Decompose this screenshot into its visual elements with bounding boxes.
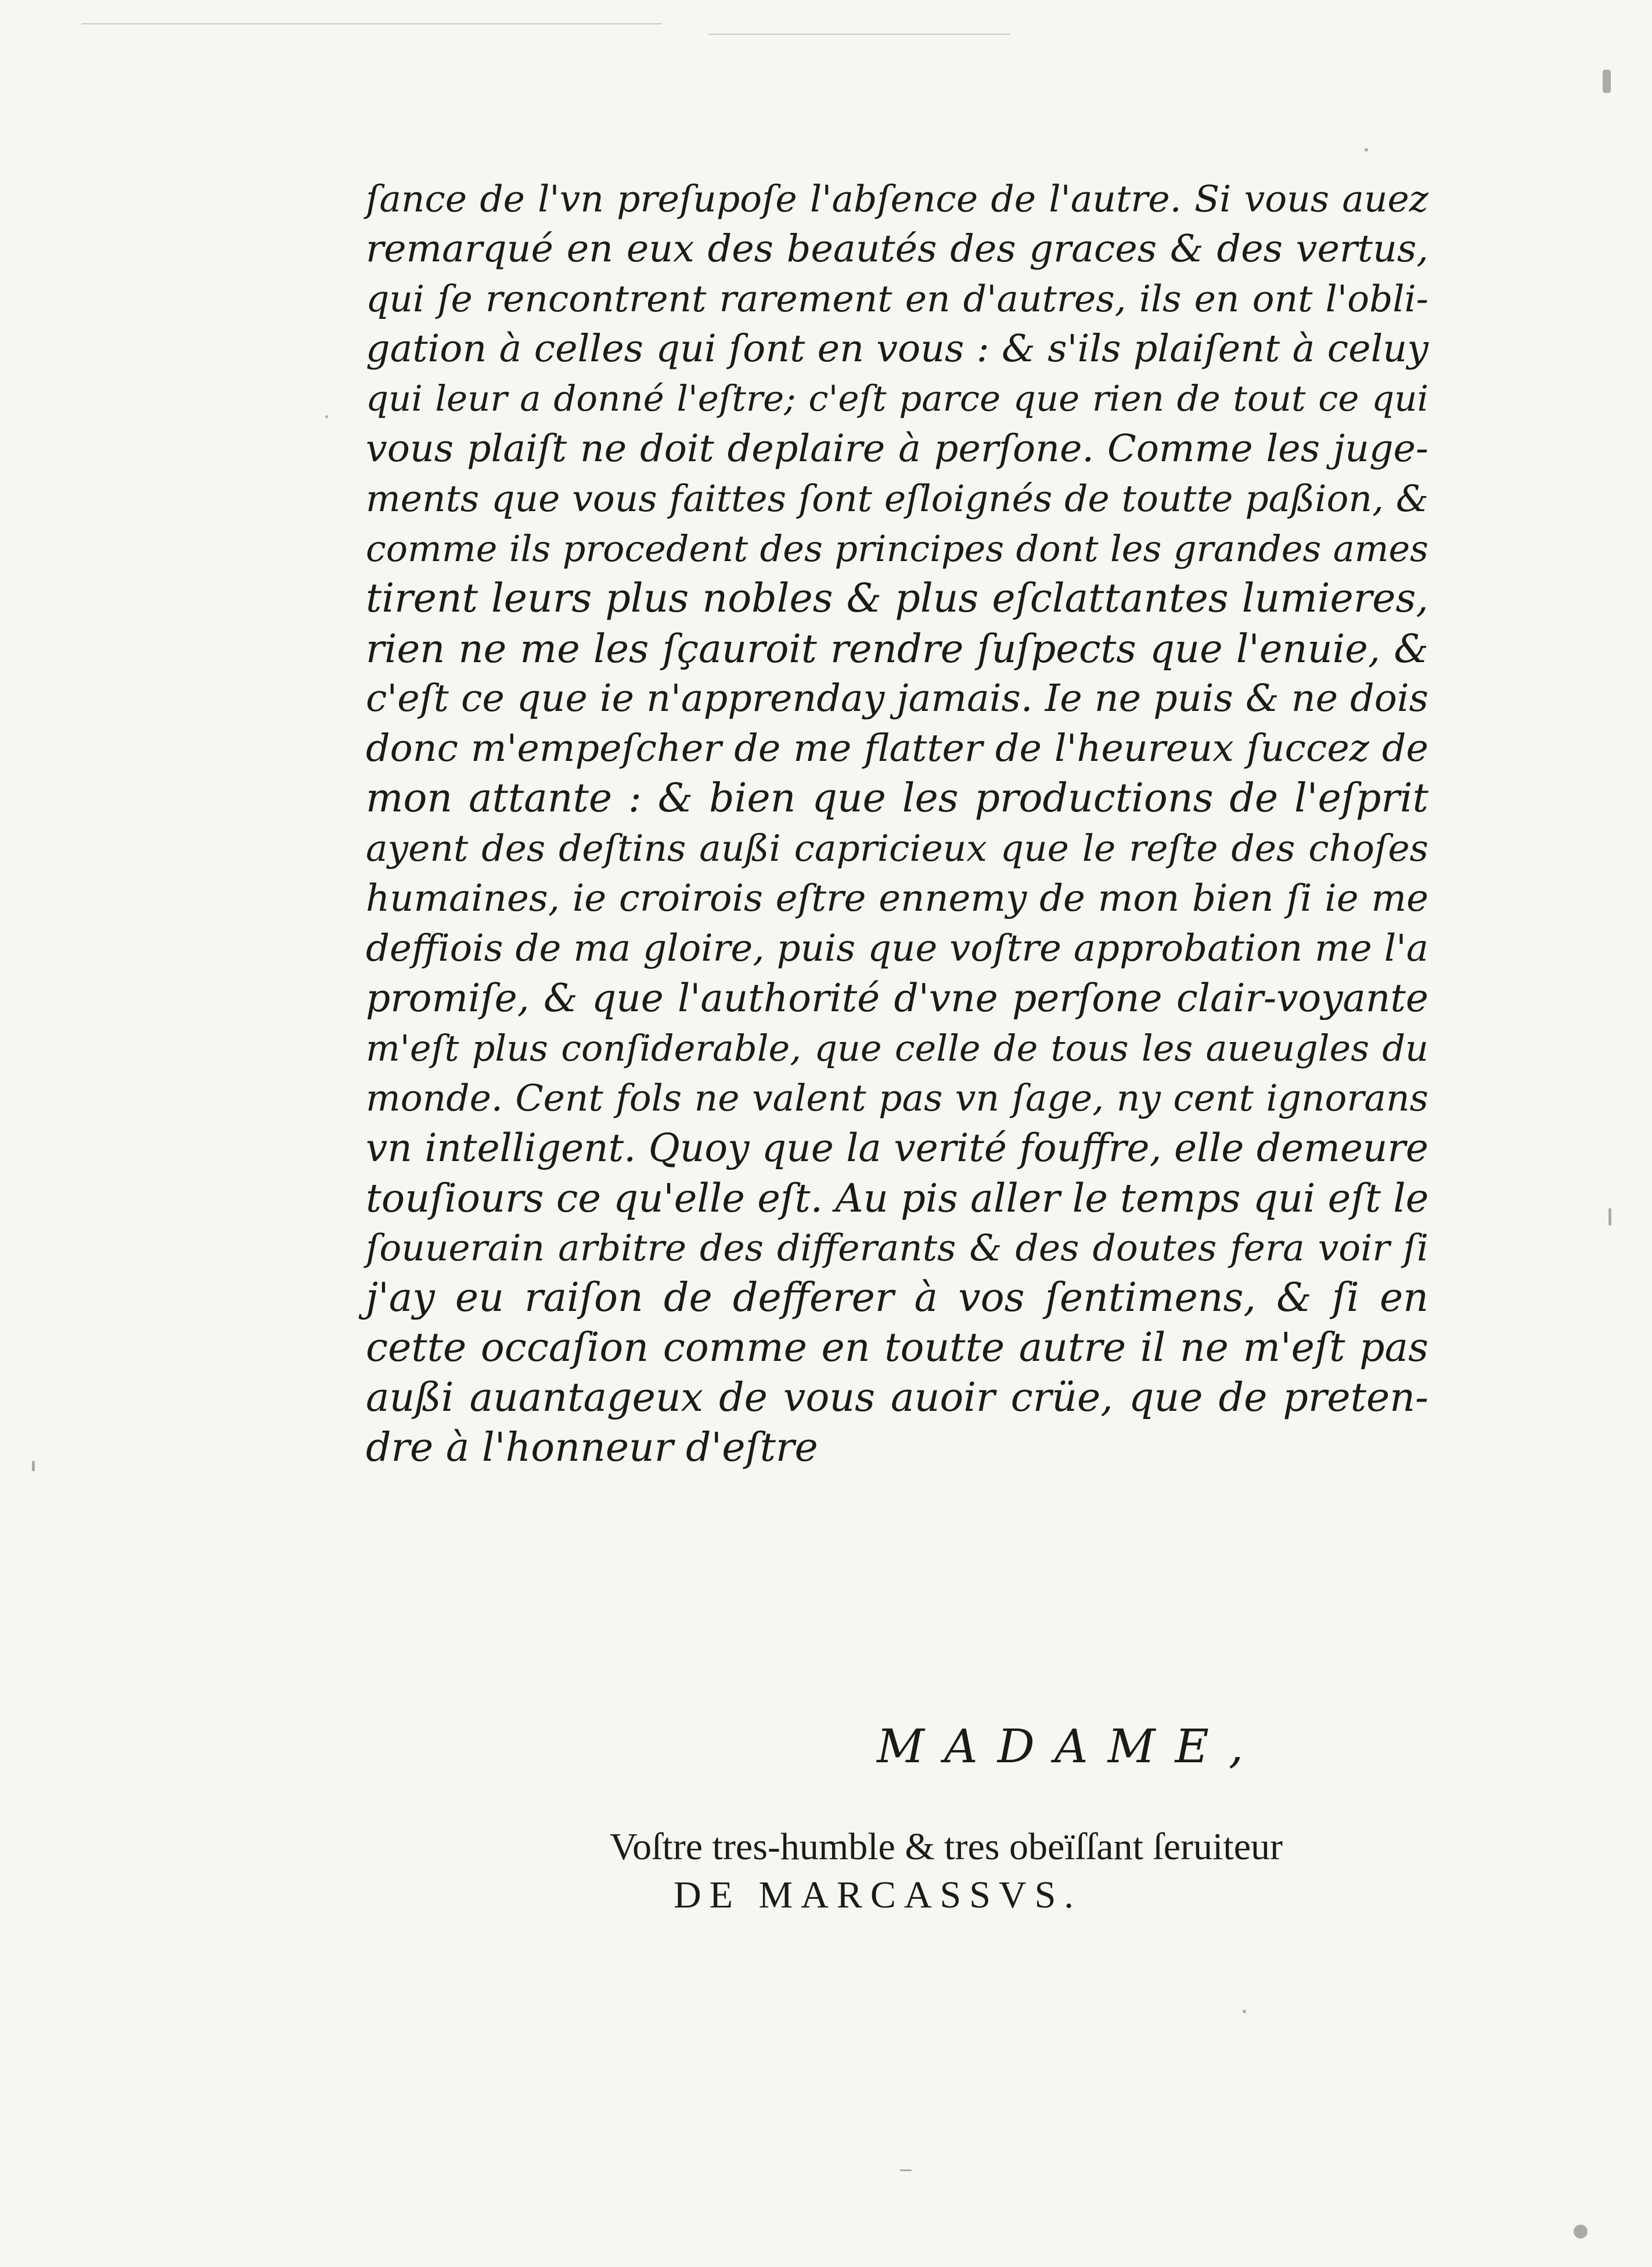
text-line: humaines, ie croirois eſtre ennemy de mon bien ſi ie me xyxy=(366,877,1428,920)
scan-artifact-top xyxy=(81,23,662,24)
text-line: deffiois de ma gloire, puis que voſtre approbation me l'a xyxy=(366,927,1428,970)
text-line: promiſe, & que l'authorité d'vne perſone clair-voyante xyxy=(366,976,1428,1021)
text-line: remarqué en eux des beautés des graces & des vertus, xyxy=(366,227,1428,271)
signature-name: DE MARCASSVS. xyxy=(674,1874,1082,1916)
scan-artifact-top-2 xyxy=(708,34,1010,35)
text-line: monde. Cent fols ne valent pas vn ſage, ny cent ignorans xyxy=(366,1077,1428,1119)
text-line: vous plaiſt ne doit deplaire à perſone. Comme les juge- xyxy=(366,427,1428,470)
text-line: ments que vous faittes ſont eſloignés de toutte paßion, & xyxy=(366,477,1428,520)
scan-speck xyxy=(1574,2225,1588,2239)
scan-speck xyxy=(1365,148,1368,152)
scan-speck xyxy=(32,1461,35,1471)
text-line: m'eſt plus conſiderable, que celle de tous les aueugles du xyxy=(366,1027,1428,1069)
scan-speck xyxy=(1243,2010,1246,2013)
text-line: j'ay eu raiſon de defferer à vos ſentimens, & ſi en xyxy=(366,1275,1428,1321)
text-line: gation à celles qui ſont en vous : & s'ils plaiſent à celuy xyxy=(366,327,1428,371)
scan-speck xyxy=(900,2169,912,2171)
scan-speck xyxy=(325,415,328,418)
text-line: c'eſt ce que ie n'apprenday jamais. Ie ne puis & ne dois xyxy=(366,677,1428,720)
closing-formula: Voſtre tres-humble & tres obeïſſant ſeruiteur xyxy=(610,1826,1283,1868)
text-line: rien ne me les ſçauroit rendre ſuſpects que l'enuie, & xyxy=(366,626,1428,671)
text-line: cette occaſion comme en toutte autre il ne m'eſt pas xyxy=(366,1325,1428,1371)
text-line: ſance de l'vn preſupoſe l'abſence de l'autre. Si vous auez xyxy=(366,178,1428,220)
text-line: mon attante : & bien que les productions de l'eſprit xyxy=(366,775,1428,821)
letter-body xyxy=(366,174,1428,1473)
text-line: touſiours ce qu'elle eſt. Au pis aller le temps qui eſt le xyxy=(366,1176,1429,1221)
scan-speck xyxy=(1608,1208,1611,1226)
text-line: comme ils procedent des principes dont les grandes ames xyxy=(366,527,1428,570)
text-line: tirent leurs plus nobles & plus eſclattantes lumieres, xyxy=(366,576,1428,621)
text-line: qui leur a donné l'eſtre; c'eſt parce que rien de tout ce qui xyxy=(366,378,1428,419)
text-line: qui ſe rencontrent rarement en d'autres, ils en ont l'obli- xyxy=(366,278,1428,320)
text-line: donc m'empeſcher de me flatter de l'heureux ſuccez de xyxy=(366,727,1428,770)
salutation: MADAME, xyxy=(877,1719,1264,1773)
text-line: vn intelligent. Quoy que la verité fouffre, elle demeure xyxy=(366,1126,1428,1170)
text-line-last: dre à l'honneur d'eſtre xyxy=(366,1425,818,1471)
text-line: außi auantageux de vous auoir crüe, que de preten- xyxy=(366,1375,1428,1421)
scan-speck xyxy=(1603,70,1611,93)
text-line: ayent des deſtins außi capricieux que le reſte des choſes xyxy=(366,827,1428,870)
text-line: ſouuerain arbitre des differants & des doutes fera voir ſi xyxy=(366,1227,1428,1269)
